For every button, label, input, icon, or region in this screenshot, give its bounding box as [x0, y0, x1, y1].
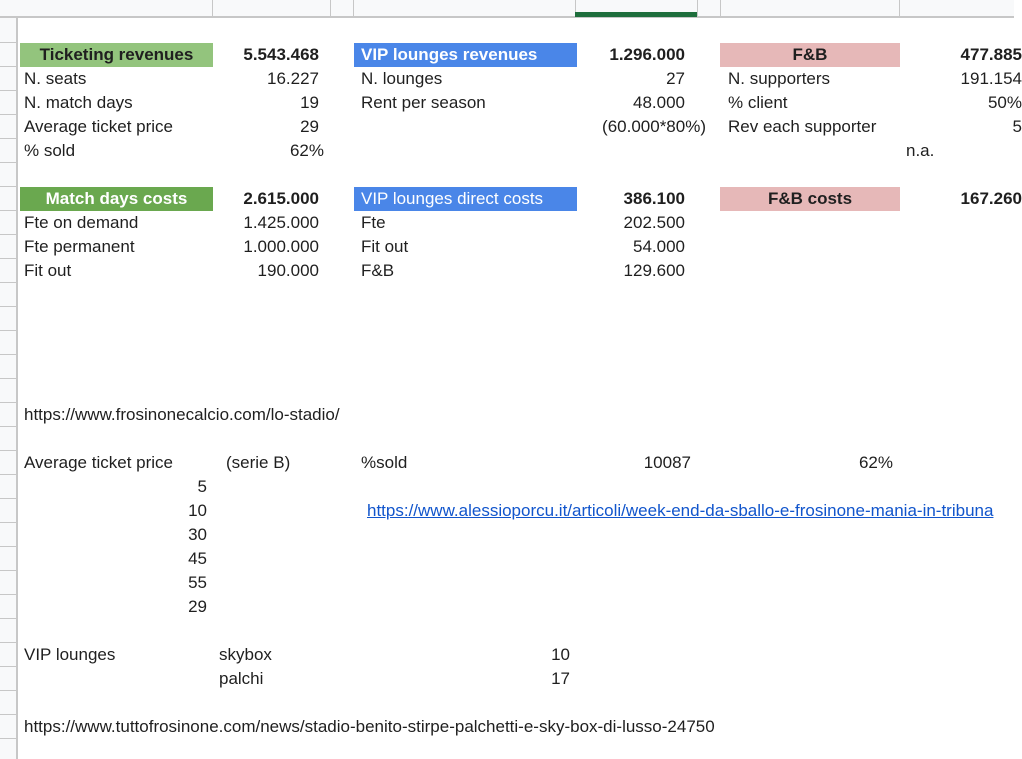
price-value[interactable]: 55 — [188, 573, 207, 592]
row-divider — [0, 450, 16, 451]
row-divider — [0, 210, 16, 211]
column-divider — [212, 0, 213, 16]
vip-costs-row-value[interactable]: 129.600 — [623, 261, 685, 280]
price-value[interactable]: 10 — [188, 501, 207, 520]
fb-row-label[interactable]: N. supporters — [728, 69, 831, 88]
match-costs-row-label[interactable]: Fte on demand — [24, 213, 139, 232]
vip-rent-formula[interactable]: (60.000*80%) — [602, 117, 706, 136]
vip-costs-row-value[interactable]: 54.000 — [633, 237, 685, 256]
vip-lounge-count[interactable]: 17 — [551, 669, 570, 688]
row-divider — [0, 138, 16, 139]
match-costs-row-label[interactable]: Fte permanent — [24, 237, 135, 256]
ticketing-revenues-header[interactable]: Ticketing revenues — [20, 43, 213, 67]
row-divider — [0, 282, 16, 283]
column-divider — [899, 0, 900, 16]
row-divider — [0, 738, 16, 739]
column-header-bar[interactable] — [0, 0, 1014, 18]
ticketing-revenues-total[interactable]: 5.543.468 — [243, 45, 319, 64]
match-costs-row-value[interactable]: 1.000.000 — [243, 237, 319, 256]
row-header-bar[interactable] — [0, 18, 18, 759]
vip-costs-row-label[interactable]: F&B — [361, 261, 395, 280]
vip-lounge-count[interactable]: 10 — [551, 645, 570, 664]
row-divider — [0, 498, 16, 499]
price-value[interactable]: 29 — [188, 597, 207, 616]
row-divider — [0, 90, 16, 91]
fb-row-label[interactable]: Rev each supporter — [728, 117, 877, 136]
row-divider — [0, 42, 16, 43]
vip-lounge-type[interactable]: palchi — [219, 669, 264, 688]
fb-row-value[interactable]: 50% — [987, 93, 1022, 112]
vip-costs-row-label[interactable]: Fte — [361, 213, 386, 232]
ticketing-row-value[interactable]: 29 — [300, 117, 319, 136]
match-costs-row-label[interactable]: Fit out — [24, 261, 72, 280]
vip-direct-costs-header[interactable]: VIP lounges direct costs — [354, 187, 577, 211]
ticketing-row-label[interactable]: N. seats — [24, 69, 87, 88]
row-divider — [0, 570, 16, 571]
row-divider — [0, 162, 16, 163]
vip-row-label[interactable]: N. lounges — [361, 69, 443, 88]
match-costs-row-value[interactable]: 1.425.000 — [243, 213, 319, 232]
fb-row-label[interactable]: % client — [728, 93, 788, 112]
price-value[interactable]: 30 — [188, 525, 207, 544]
row-divider — [0, 306, 16, 307]
row-divider — [0, 426, 16, 427]
fb-header[interactable]: F&B — [720, 43, 900, 67]
price-value[interactable]: 5 — [197, 477, 207, 496]
vip-row-label[interactable]: Rent per season — [361, 93, 486, 112]
row-divider — [0, 594, 16, 595]
row-divider — [0, 618, 16, 619]
vip-row-value[interactable]: 48.000 — [633, 93, 685, 112]
row-divider — [0, 642, 16, 643]
serie-label[interactable]: (serie B) — [226, 453, 291, 472]
vip-revenues-total[interactable]: 1.296.000 — [609, 45, 685, 64]
ticketing-row-value[interactable]: 16.227 — [267, 69, 319, 88]
row-divider — [0, 186, 16, 187]
fb-costs-total[interactable]: 167.260 — [960, 189, 1022, 208]
fb-total[interactable]: 477.885 — [960, 45, 1022, 64]
column-divider — [720, 0, 721, 16]
sold-percentage[interactable]: 62% — [858, 453, 893, 472]
ticketing-row-value[interactable]: 62% — [289, 141, 324, 160]
vip-lounge-type[interactable]: skybox — [219, 645, 272, 664]
vip-costs-row-label[interactable]: Fit out — [361, 237, 409, 256]
tuttofrosinone-source-url[interactable]: https://www.tuttofrosinone.com/news/stadio-benito-stirpe-palchetti-e-sky-box-di-lusso-24750 — [24, 717, 715, 736]
fb-note[interactable]: n.a. — [906, 141, 935, 160]
vip-direct-costs-total[interactable]: 386.100 — [623, 189, 685, 208]
row-divider — [0, 354, 16, 355]
column-divider — [697, 0, 698, 16]
vip-revenues-header[interactable]: VIP lounges revenues — [354, 43, 577, 67]
row-divider — [0, 330, 16, 331]
stadium-source-url[interactable]: https://www.frosinonecalcio.com/lo-stadio/ — [24, 405, 340, 424]
row-divider — [0, 714, 16, 715]
row-divider — [0, 546, 16, 547]
match-days-costs-header[interactable]: Match days costs — [20, 187, 213, 211]
ticketing-row-label[interactable]: N. match days — [24, 93, 133, 112]
column-divider — [330, 0, 331, 16]
selected-column-indicator — [575, 12, 697, 17]
sold-count[interactable]: 10087 — [643, 453, 691, 472]
fb-row-value[interactable]: 5 — [1012, 117, 1022, 136]
row-divider — [0, 66, 16, 67]
row-divider — [0, 402, 16, 403]
ticketing-row-label[interactable]: % sold — [24, 141, 76, 160]
row-divider — [0, 666, 16, 667]
vip-costs-row-value[interactable]: 202.500 — [623, 213, 685, 232]
row-divider — [0, 378, 16, 379]
fb-costs-header[interactable]: F&B costs — [720, 187, 900, 211]
ticketing-row-label[interactable]: Average ticket price — [24, 117, 173, 136]
row-divider — [0, 474, 16, 475]
match-days-costs-total[interactable]: 2.615.000 — [243, 189, 319, 208]
price-value[interactable]: 45 — [188, 549, 207, 568]
row-divider — [0, 522, 16, 523]
vip-row-value[interactable]: 27 — [666, 69, 685, 88]
row-divider — [0, 114, 16, 115]
article-link[interactable]: https://www.alessioporcu.it/articoli/week-end-da-sballo-e-frosinone-mania-in-tribuna — [367, 501, 994, 520]
row-divider — [0, 234, 16, 235]
vip-lounges-label[interactable]: VIP lounges — [24, 645, 116, 664]
ticketing-row-value[interactable]: 19 — [300, 93, 319, 112]
match-costs-row-value[interactable]: 190.000 — [257, 261, 319, 280]
sold-label[interactable]: %sold — [361, 453, 408, 472]
fb-row-value[interactable]: 191.154 — [960, 69, 1022, 88]
row-divider — [0, 258, 16, 259]
avg-ticket-price-label[interactable]: Average ticket price — [24, 453, 173, 472]
column-divider — [353, 0, 354, 16]
row-divider — [0, 690, 16, 691]
